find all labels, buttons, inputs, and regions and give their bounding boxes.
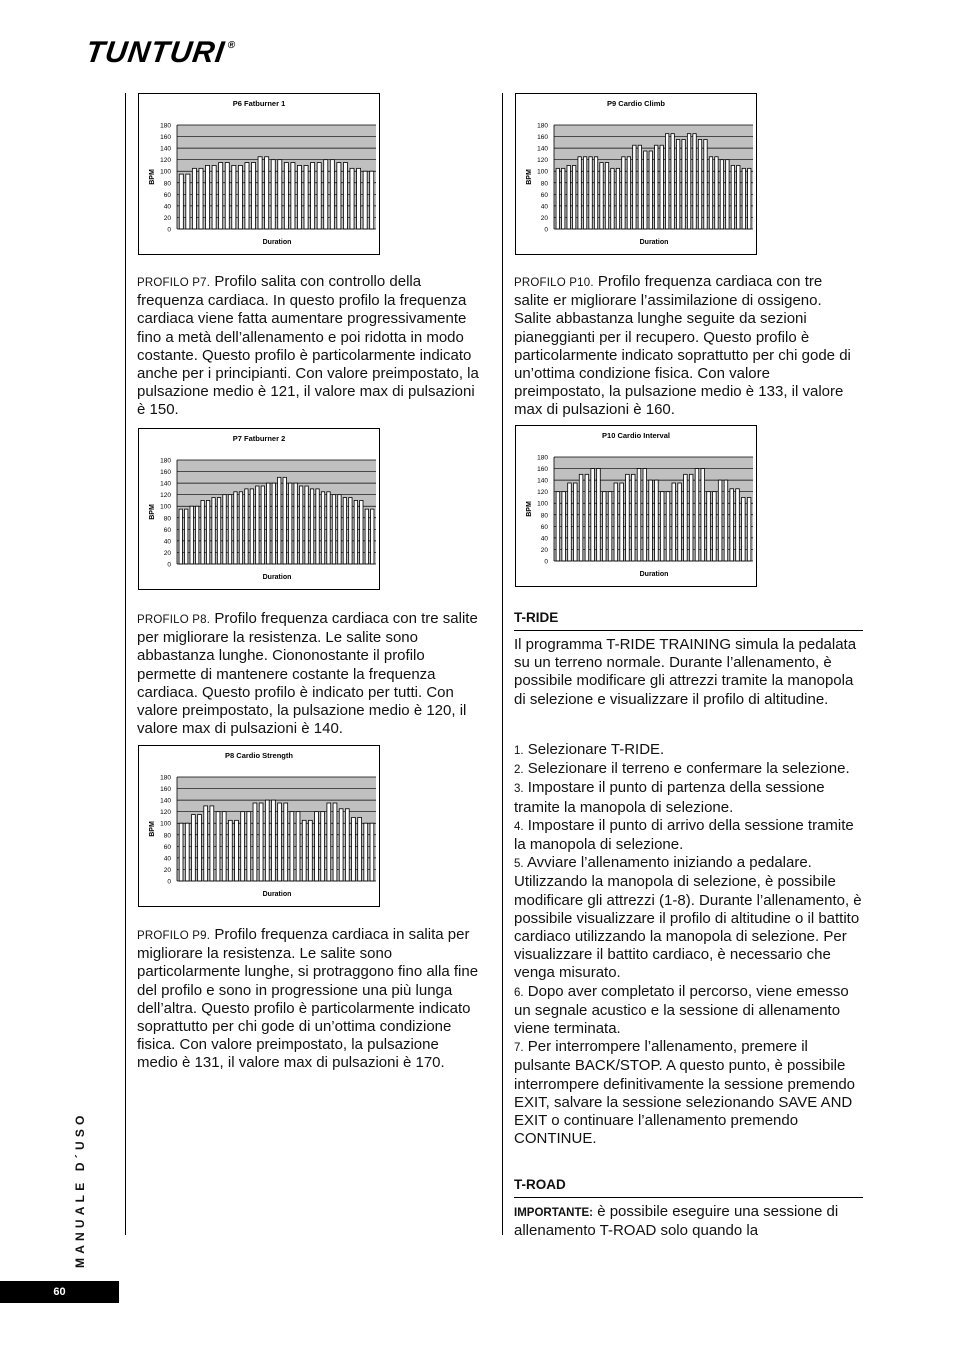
bar <box>364 823 368 881</box>
bar <box>247 812 251 881</box>
bar <box>644 151 647 229</box>
bar <box>228 495 231 564</box>
y-tick-label: 20 <box>540 546 548 554</box>
bar <box>713 492 717 561</box>
y-tick-label: 60 <box>163 526 171 534</box>
bar <box>354 500 357 564</box>
t-ride-heading: T-RIDE <box>514 610 863 631</box>
bar <box>212 498 215 564</box>
bar <box>672 483 676 561</box>
bar <box>698 139 701 229</box>
bar <box>633 145 636 229</box>
bar <box>643 469 647 561</box>
bar <box>579 474 583 561</box>
bar <box>365 509 368 564</box>
bar <box>206 165 210 229</box>
y-axis-label: BPM <box>526 169 533 185</box>
bar <box>245 163 249 229</box>
bar <box>655 480 659 561</box>
y-tick-label: 20 <box>163 214 171 222</box>
bar <box>626 474 630 561</box>
bar <box>305 486 308 564</box>
chart-p7-fatburner-2 <box>138 428 380 590</box>
bar <box>290 812 294 881</box>
profile-p7-label: PROFILO P7. <box>137 277 211 289</box>
y-axis-label: BPM <box>149 504 156 520</box>
bar <box>291 163 295 229</box>
bar <box>649 151 652 229</box>
bar <box>695 469 699 561</box>
bar <box>693 134 696 229</box>
t-ride-step: 5. Avviare l’allenamento iniziando a pedalare. Utilizzando la manopola di selezione, è possibile modificare gli attrezzi (1-8). Durante l’allenamento, è possibile visualizzare il profilo di altitudine o il battito cardiaco utilizzando la manopola di selezione. Per visualizzare il battito cardiaco, è necessario che venga misurato. <box>514 854 862 982</box>
bar <box>199 168 203 229</box>
bar <box>265 157 269 229</box>
y-tick-label: 60 <box>163 843 171 851</box>
bar <box>676 139 679 229</box>
plot-area <box>554 457 753 561</box>
bar <box>338 495 341 564</box>
bar <box>185 509 188 564</box>
chart-title: P7 Fatburner 2 <box>232 434 286 443</box>
bar <box>709 157 712 229</box>
bar <box>267 483 270 564</box>
bar <box>707 492 711 561</box>
bar <box>299 486 302 564</box>
y-tick-label: 60 <box>540 191 548 199</box>
bar <box>311 163 315 229</box>
y-tick-label: 180 <box>537 122 548 130</box>
bar <box>345 809 349 881</box>
bar <box>583 157 586 229</box>
bar <box>206 500 209 564</box>
y-tick-label: 160 <box>160 786 171 794</box>
bar <box>605 163 608 229</box>
bar <box>321 492 324 564</box>
t-road-heading: T-ROAD <box>514 1177 863 1198</box>
bar <box>748 168 751 229</box>
bar <box>195 506 198 564</box>
y-tick-label: 40 <box>540 535 548 543</box>
profile-p8-text: Profilo frequenza cardiaca con tre salite per migliorare la resistenza. Le salite sono abbastanza lunghe. Ciononostante il profilo permette di mantenere costante la frequenza cardiaca. Questo profilo è indicato per tutti. Con valore preimpostato, la pulsazione medio è 120, il valore max di pulsazioni è 140. <box>137 610 478 738</box>
bar <box>594 157 597 229</box>
profile-p10-paragraph <box>514 273 859 420</box>
bar <box>258 157 262 229</box>
bar <box>666 492 670 561</box>
x-axis-label: Duration <box>262 891 292 898</box>
profile-p9-label: PROFILO P9. <box>137 930 211 942</box>
t-ride-step: 4. Impostare il punto di arrivo della sessione tramite la manopola di selezione. <box>514 816 854 854</box>
y-tick-label: 140 <box>537 145 548 153</box>
bar <box>316 489 319 564</box>
bar <box>339 809 343 881</box>
y-tick-label: 40 <box>163 855 171 863</box>
profile-p7-text: Profilo salita con controllo della frequenza cardiaca. In questo profilo la frequenza cardiaca viene fatta aumentare progressivamente fino a metà dell’allenamento e poi ridotta in modo costante. Questo profilo è particolarmente indicato anche per i principianti. Con valore preimpostato, la pulsazione medio è 121, il valore max di pulsazioni è 150. <box>137 273 479 419</box>
y-tick-label: 140 <box>160 480 171 488</box>
bar <box>678 483 682 561</box>
bar <box>198 815 202 881</box>
bar <box>556 492 560 561</box>
bar <box>232 165 236 229</box>
bar <box>352 817 356 881</box>
y-tick-label: 120 <box>537 157 548 165</box>
y-tick-label: 180 <box>537 454 548 462</box>
bar <box>720 160 723 229</box>
page-number: 60 <box>0 1281 119 1303</box>
bar <box>297 165 301 229</box>
sidebar-label: MANUALE D´USO <box>73 1111 87 1268</box>
y-tick-label: 0 <box>167 561 171 569</box>
bar <box>228 820 232 881</box>
t-road-text: è possibile eseguire una sessione di allenamento T-ROAD solo quando la <box>514 1203 839 1240</box>
bar <box>638 145 641 229</box>
bar <box>730 489 734 561</box>
profile-p8-paragraph <box>137 610 482 738</box>
bar <box>321 812 325 881</box>
bar <box>288 483 291 564</box>
x-axis-label: Duration <box>262 239 292 246</box>
bar <box>327 492 330 564</box>
bar <box>304 165 308 229</box>
right-column-rule <box>502 93 503 1235</box>
bar <box>192 168 196 229</box>
chart-title: P9 Cardio Climb <box>607 99 665 108</box>
bar <box>217 498 220 564</box>
bar <box>358 817 362 881</box>
y-tick-label: 20 <box>163 549 171 557</box>
brand-name: TUNTURI <box>83 36 228 69</box>
bar <box>179 823 183 881</box>
y-axis-label: BPM <box>149 821 156 837</box>
bar <box>332 495 335 564</box>
bar <box>261 486 264 564</box>
bar <box>363 171 367 229</box>
bar <box>591 469 595 561</box>
bar <box>284 163 288 229</box>
y-tick-label: 80 <box>540 180 548 188</box>
bar <box>360 500 363 564</box>
bar <box>219 163 223 229</box>
bar <box>204 806 208 881</box>
y-tick-label: 100 <box>537 500 548 508</box>
bar <box>245 489 248 564</box>
tunturi-logo <box>84 36 238 70</box>
y-tick-label: 120 <box>537 489 548 497</box>
bar <box>578 157 581 229</box>
bar <box>660 145 663 229</box>
y-tick-label: 120 <box>160 809 171 817</box>
bar <box>324 160 328 229</box>
bar <box>343 498 346 564</box>
bar <box>278 477 281 564</box>
bar <box>568 483 572 561</box>
bar <box>589 157 592 229</box>
bar <box>573 483 577 561</box>
chart-p6-fatburner-1 <box>138 93 380 255</box>
chart-svg <box>516 426 756 586</box>
chart-svg <box>139 746 379 906</box>
bar <box>747 497 751 561</box>
y-tick-label: 100 <box>160 820 171 828</box>
bar <box>284 803 288 881</box>
bar <box>602 492 606 561</box>
bar <box>562 168 565 229</box>
bar <box>330 160 334 229</box>
y-axis-label: BPM <box>149 169 156 185</box>
bar <box>283 477 286 564</box>
y-tick-label: 40 <box>540 203 548 211</box>
x-axis-label: Duration <box>262 574 292 581</box>
y-tick-label: 40 <box>163 538 171 546</box>
y-tick-label: 120 <box>160 157 171 165</box>
bar <box>715 157 718 229</box>
bar <box>737 165 740 229</box>
bar <box>687 134 690 229</box>
chart-p9-cardio-climb <box>515 93 757 255</box>
bar <box>333 803 337 881</box>
chart-title: P8 Cardio Strength <box>225 751 293 760</box>
y-tick-label: 80 <box>540 512 548 520</box>
bar <box>278 160 282 229</box>
bar <box>308 820 312 881</box>
bar <box>278 803 282 881</box>
bar <box>572 165 575 229</box>
bar <box>302 820 306 881</box>
profile-p10-label: PROFILO P10. <box>514 277 594 289</box>
bar <box>614 483 618 561</box>
bar <box>649 480 653 561</box>
y-tick-label: 80 <box>163 515 171 523</box>
bar <box>225 163 229 229</box>
bar <box>704 139 707 229</box>
y-tick-label: 160 <box>160 134 171 142</box>
y-tick-label: 0 <box>167 878 171 886</box>
bar <box>370 823 374 881</box>
profile-p9-text: Profilo frequenza cardiaca in salita per migliorare la resistenza. Le salite sono particolarmente lunghe, si protraggono fino alla fine del profilo e sono in progressione una più lunga dell’altra. Questo profilo è particolarmente indicato soprattutto per chi gode di un’ottima condizione fisica. Con valore preimpostato, la pulsazione medio è 131, il valore max di pulsazioni è 170. <box>137 926 479 1072</box>
y-tick-label: 60 <box>540 523 548 531</box>
bar <box>210 806 214 881</box>
t-ride-step: 7. Per interrompere l’allenamento, premere il pulsante BACK/STOP. A questo punto, è possibile interrompere definitivamente la sessione premendo EXIT, salvare la sessione selezionando SAVE AND EXIT o continuare l’allenamento premendo CONTINUE. <box>514 1038 856 1148</box>
bar <box>317 163 321 229</box>
bar <box>631 474 635 561</box>
bar <box>742 497 746 561</box>
bar <box>250 489 253 564</box>
bar <box>736 489 740 561</box>
bar <box>179 509 182 564</box>
bar <box>718 480 722 561</box>
bar <box>239 492 242 564</box>
y-tick-label: 80 <box>163 180 171 188</box>
bar <box>222 812 226 881</box>
y-tick-label: 140 <box>537 477 548 485</box>
y-tick-label: 180 <box>160 457 171 465</box>
bar <box>660 492 664 561</box>
y-axis-label: BPM <box>526 501 533 517</box>
y-tick-label: 0 <box>544 226 548 234</box>
y-tick-label: 0 <box>544 558 548 566</box>
bar <box>655 145 658 229</box>
bar <box>671 134 674 229</box>
bar <box>272 800 276 881</box>
profile-p9-paragraph <box>137 926 482 1073</box>
y-tick-label: 180 <box>160 774 171 782</box>
chart-p8-cardio-strength <box>138 745 380 907</box>
bar <box>665 134 668 229</box>
bar <box>185 823 189 881</box>
profile-p8-label: PROFILO P8. <box>137 614 211 626</box>
bar <box>562 492 566 561</box>
bar <box>597 469 601 561</box>
bar <box>201 500 204 564</box>
bar <box>350 168 354 229</box>
bar <box>190 506 193 564</box>
bar <box>627 157 630 229</box>
t-ride-step: 3. Impostare il punto di partenza della sessione tramite la manopola di selezione. <box>514 779 825 816</box>
x-axis-label: Duration <box>639 239 669 246</box>
t-ride-steps <box>514 741 864 1148</box>
chart-svg <box>516 94 756 254</box>
important-label: IMPORTANTE: <box>514 1207 594 1219</box>
bar <box>179 174 183 229</box>
profile-p7-paragraph <box>137 273 482 420</box>
y-tick-label: 140 <box>160 145 171 153</box>
bar <box>682 139 685 229</box>
bar <box>212 165 216 229</box>
t-ride-intro: Il programma T-RIDE TRAINING simula la pedalata su un terreno normale. Durante l’allenamento, è possibile modificare gli attrezzi tramite la manopola di selezione e visualizzare il profilo di altitudine. <box>514 636 857 708</box>
bar <box>191 815 195 881</box>
y-tick-label: 80 <box>163 832 171 840</box>
y-tick-label: 100 <box>537 168 548 176</box>
bar <box>272 483 275 564</box>
profile-p10-text: Profilo frequenza cardiaca con tre salite er migliorare l’assimilazione di ossigeno. Salite abbastanza lunghe seguite da sezioni pianeggianti per il recupero. Questo profilo è particolarmente indicato soprattutto per chi gode di un’ottima condizione fisica. Con valore preimpostato, la pulsazione medio è 133, il valore max di pulsazioni è 160. <box>514 273 851 419</box>
bar <box>724 480 728 561</box>
bar <box>241 812 245 881</box>
bar <box>296 812 300 881</box>
t-ride-step: 2. Selezionare il terreno e confermare la selezione. <box>514 760 850 778</box>
x-axis-label: Duration <box>639 571 669 578</box>
bar <box>256 486 259 564</box>
t-road-paragraph <box>514 1203 862 1240</box>
y-tick-label: 160 <box>537 134 548 142</box>
bar <box>310 489 313 564</box>
y-tick-label: 140 <box>160 797 171 805</box>
bar <box>701 469 705 561</box>
registered-mark: ® <box>226 40 237 51</box>
bar <box>238 165 242 229</box>
chart-svg <box>139 94 379 254</box>
bar <box>622 157 625 229</box>
bar <box>271 160 275 229</box>
bar <box>337 163 341 229</box>
y-tick-label: 0 <box>167 226 171 234</box>
bar <box>620 483 624 561</box>
bar <box>371 509 374 564</box>
bar <box>600 163 603 229</box>
bar <box>349 498 352 564</box>
bar <box>259 803 263 881</box>
bar <box>731 165 734 229</box>
bar <box>567 165 570 229</box>
bar <box>370 171 374 229</box>
bar <box>742 168 745 229</box>
bar <box>253 803 257 881</box>
bar <box>585 474 589 561</box>
chart-svg <box>139 429 379 589</box>
t-ride-step: 6. Dopo aver completato il percorso, viene emesso un segnale acustico e la sessione di allenamento viene terminata. <box>514 982 849 1038</box>
bar <box>186 174 190 229</box>
y-tick-label: 100 <box>160 503 171 511</box>
t-ride-step: 1. Selezionare T-RIDE. <box>514 741 665 758</box>
bar <box>265 800 269 881</box>
bar <box>556 168 559 229</box>
bar <box>684 474 688 561</box>
bar <box>315 812 319 881</box>
bar <box>608 492 612 561</box>
bar <box>235 820 239 881</box>
bar <box>689 474 693 561</box>
bar <box>234 492 237 564</box>
y-tick-label: 180 <box>160 122 171 130</box>
y-tick-label: 60 <box>163 191 171 199</box>
chart-title: P6 Fatburner 1 <box>232 99 286 108</box>
chart-p10-cardio-interval <box>515 425 757 587</box>
bar <box>343 163 347 229</box>
bar <box>216 812 220 881</box>
y-tick-label: 160 <box>537 466 548 474</box>
bar <box>294 483 297 564</box>
chart-title: P10 Cardio Interval <box>602 431 670 440</box>
bar <box>726 160 729 229</box>
bar <box>327 803 331 881</box>
bar <box>637 469 641 561</box>
bar <box>357 168 361 229</box>
y-tick-label: 40 <box>163 203 171 211</box>
y-tick-label: 20 <box>163 866 171 874</box>
bar <box>251 163 255 229</box>
left-column-rule <box>125 93 126 1235</box>
bar <box>223 495 226 564</box>
y-tick-label: 120 <box>160 492 171 500</box>
bar <box>611 168 614 229</box>
y-tick-label: 100 <box>160 168 171 176</box>
y-tick-label: 20 <box>540 214 548 222</box>
bar <box>616 168 619 229</box>
y-tick-label: 160 <box>160 469 171 477</box>
